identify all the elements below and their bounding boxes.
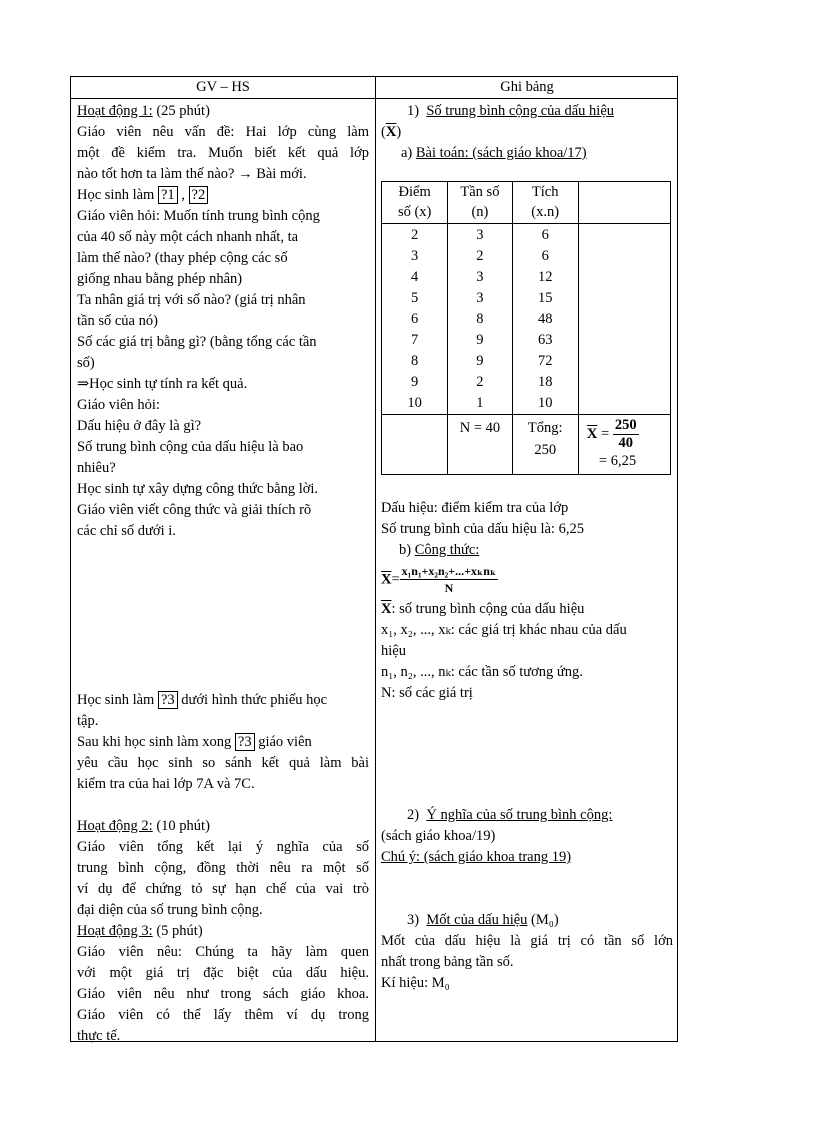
n-definition: n₁, n₂, ..., nₖ: các tần số tương ứng. bbox=[381, 664, 583, 680]
section-2-ref: (sách giáo khoa/19) bbox=[381, 828, 496, 844]
table-cell: 9 bbox=[476, 353, 484, 369]
xbar-def-symbol: $\overline{X}$ bbox=[381, 601, 392, 617]
p3-line: Giáo viên tổng kết lại ý nghĩa của số bbox=[77, 839, 369, 855]
table-cell: 6 bbox=[411, 311, 419, 327]
p2-line: Giáo viên viết công thức và giải thích rõ bbox=[77, 502, 312, 518]
question-1-box: ?1 bbox=[158, 186, 178, 204]
table-cell: 9 bbox=[476, 332, 484, 348]
activity-2-heading bbox=[77, 816, 210, 837]
p2-line: làm thế nào? (thay phép cộng các số bbox=[77, 250, 288, 266]
table-cell: 4 bbox=[411, 269, 419, 285]
table-cell: 72 bbox=[537, 353, 553, 369]
p_s3-line: Mốt của dấu hiệu là giá trị có tần số lớn bbox=[381, 933, 673, 949]
table-cell: 18 bbox=[537, 374, 553, 390]
header-row bbox=[71, 77, 677, 99]
section-3-title: Mốt của dấu hiệu bbox=[426, 912, 528, 928]
values-empty bbox=[578, 224, 670, 415]
activity-2-time: (10 phút) bbox=[152, 818, 210, 834]
table-cell: 6 bbox=[541, 227, 549, 243]
col-header-empty bbox=[578, 182, 670, 224]
table-cell: 3 bbox=[476, 269, 484, 285]
p2-line: Giáo viên hỏi: Muốn tính trung bình cộng bbox=[77, 208, 320, 224]
p3-line: ví dụ để chứng tỏ sự hạn chế của vai trò bbox=[77, 881, 369, 897]
xbar-def-text: : số trung bình cộng của dấu hiệu bbox=[391, 601, 585, 617]
p2-line: các chỉ số dưới i. bbox=[77, 523, 176, 539]
table-cell: 8 bbox=[411, 353, 419, 369]
mean-equals: = bbox=[597, 425, 613, 442]
N-definition: N: số các giá trị bbox=[381, 685, 473, 701]
footer-mean bbox=[578, 415, 670, 475]
activity-3-time: (5 phút) bbox=[152, 923, 203, 939]
section-1-title: Số trung bình cộng của dấu hiệu bbox=[426, 103, 615, 119]
p2-line: nhiêu? bbox=[77, 460, 116, 476]
so-tb-line: Số trung bình của dấu hiệu là: 6,25 bbox=[381, 521, 584, 537]
p4-line: với một giá trị đặc biệt của dấu hiệu. bbox=[77, 965, 369, 981]
p1-line: một đề kiểm tra. Muốn biết kết quả lớp bbox=[77, 145, 369, 161]
sau-khi-text: Sau khi học sinh làm xong bbox=[77, 734, 235, 750]
section-1-number: 1) bbox=[407, 103, 420, 119]
hs-lam-3-line bbox=[77, 690, 327, 711]
table-cell: 9 bbox=[411, 374, 419, 390]
mean-numerator: 250 bbox=[614, 417, 637, 433]
table-cell: 1 bbox=[476, 395, 484, 411]
comma-text: , bbox=[177, 187, 189, 203]
x-definition-cont: hiệu bbox=[381, 643, 406, 659]
note-line: Chú ý: (sách giáo khoa trang 19) bbox=[381, 849, 572, 865]
activity-1-heading bbox=[77, 101, 210, 122]
table-cell: 3 bbox=[411, 248, 419, 264]
p4-line: Giáo viên nêu như trong sách giáo khoa. bbox=[77, 986, 369, 1002]
hs-lam-line bbox=[77, 185, 208, 206]
section-3-heading bbox=[407, 910, 559, 931]
mean-symbol: $\overline{X}$ bbox=[586, 425, 598, 442]
dau-hieu-line: Dấu hiệu: điểm kiểm tra của lớp bbox=[381, 500, 569, 516]
footer-total bbox=[512, 415, 578, 475]
question-3-box-2: ?3 bbox=[235, 733, 255, 751]
p2-line: giống nhau bằng phép nhân) bbox=[77, 271, 243, 287]
section-2-heading bbox=[407, 805, 612, 826]
table-cell: 10 bbox=[537, 395, 553, 411]
table-cell: 3 bbox=[476, 227, 484, 243]
mean-result: = 6,25 bbox=[598, 453, 637, 469]
total-value: 250 bbox=[534, 442, 557, 458]
mean-formula: $\overline{X}=$ $\frac{\text{x₁n₁+x₂n₂+...+xₖnₖ}}{N}$ bbox=[381, 564, 497, 595]
p2-line: Dấu hiệu ở đây là gì? bbox=[77, 418, 202, 434]
p2-line: Số trung bình cộng của dấu hiệu là bao bbox=[77, 439, 304, 455]
table-cell: 10 bbox=[407, 395, 422, 411]
p4-line: Giáo viên có thể lấy thêm ví dụ trong bbox=[77, 1007, 369, 1023]
section-3-number: 3) bbox=[407, 912, 420, 928]
col-header-diem bbox=[382, 182, 448, 224]
table-cell: 5 bbox=[411, 290, 419, 306]
part-b-title: Công thức: bbox=[414, 542, 480, 558]
values-n bbox=[448, 224, 512, 415]
p2-line: ⇒Học sinh tự tính ra kết quả. bbox=[77, 376, 248, 392]
formula-denominator: N bbox=[444, 581, 454, 595]
activity-2-title: Hoạt động 2: bbox=[77, 818, 153, 834]
header-left: GV – HS bbox=[196, 79, 250, 95]
p_sau-line: yêu cầu học sinh so sánh kết quả làm bài bbox=[77, 755, 369, 771]
column-divider bbox=[375, 77, 376, 1041]
footer-N: N = 40 bbox=[448, 415, 512, 475]
frequency-table bbox=[381, 181, 671, 475]
table-cell: 6 bbox=[541, 248, 549, 264]
table-cell: 7 bbox=[411, 332, 419, 348]
part-a-label: a) bbox=[401, 145, 413, 161]
table-cell: 48 bbox=[537, 311, 553, 327]
formula-fraction bbox=[400, 563, 499, 596]
xbar-symbol: $\overline{X}$ bbox=[385, 124, 397, 140]
ki-hieu-line: Kí hiệu: M₀ bbox=[381, 975, 450, 991]
mean-denominator: 40 bbox=[618, 435, 633, 451]
part-a-title: Bài toán: (sách giáo khoa/17) bbox=[415, 145, 587, 161]
sau-khi-line bbox=[77, 732, 312, 753]
question-3-box: ?3 bbox=[158, 691, 178, 709]
p2-line: Giáo viên hỏi: bbox=[77, 397, 160, 413]
question-2-box: ?2 bbox=[189, 186, 209, 204]
values-xn bbox=[512, 224, 578, 415]
p3-line: đại diện của số trung bình cộng. bbox=[77, 902, 263, 918]
p2-line: Học sinh tự xây dựng công thức bằng lời. bbox=[77, 481, 319, 497]
col-header-tanso-1: Tần số bbox=[460, 184, 500, 200]
footer-empty bbox=[382, 415, 448, 475]
section-1-heading bbox=[407, 101, 614, 122]
p2-line: số) bbox=[77, 355, 95, 371]
formula-lhs: $\overline{X}$ bbox=[381, 571, 392, 588]
values-x bbox=[382, 224, 448, 415]
table-cell: 3 bbox=[476, 290, 484, 306]
p1-line: nào tốt hơn ta làm thế nào? → Bài mới. bbox=[77, 166, 307, 182]
col-header-tich bbox=[512, 182, 578, 224]
col-header-diem-1: Điểm bbox=[398, 184, 431, 200]
total-label: Tổng: bbox=[527, 420, 563, 436]
p1-line: Giáo viên nêu vấn đề: Hai lớp cùng làm bbox=[77, 124, 369, 140]
activity-1-time: (25 phút) bbox=[152, 103, 210, 119]
part-a-heading bbox=[401, 143, 587, 164]
p2-line: của 40 số này một cách nhanh nhất, ta bbox=[77, 229, 299, 245]
hs-lam-3-rest: dưới hình thức phiếu học bbox=[177, 692, 328, 708]
sau-khi-rest: giáo viên bbox=[254, 734, 312, 750]
col-header-tanso bbox=[448, 182, 512, 224]
p2-line: Số các giá trị bằng gì? (bằng tổng các tần bbox=[77, 334, 317, 350]
lesson-table bbox=[70, 76, 678, 1042]
part-b-label: b) bbox=[399, 542, 412, 558]
table-cell: 12 bbox=[537, 269, 553, 285]
hs-lam-text: Học sinh làm bbox=[77, 187, 158, 203]
table-cell: 15 bbox=[537, 290, 553, 306]
col-header-tich-2: (x.n) bbox=[531, 204, 560, 220]
section-2-number: 2) bbox=[407, 807, 420, 823]
p3-line: trung bình cộng, đồng thời nêu ra một số bbox=[77, 860, 369, 876]
p_s3-line: nhất trong bảng tần số. bbox=[381, 954, 514, 970]
section-1-symbol: $(\overline{X})$ bbox=[381, 124, 402, 140]
activity-1-title: Hoạt động 1: bbox=[77, 103, 153, 119]
mean-fraction bbox=[613, 417, 639, 452]
p2-line: Ta nhân giá trị với số nào? (giá trị nhân bbox=[77, 292, 306, 308]
p2-line: tần số của nó) bbox=[77, 313, 158, 329]
activity-3-heading bbox=[77, 921, 203, 942]
activity-3-title: Hoạt động 3: bbox=[77, 923, 153, 939]
table-cell: 2 bbox=[476, 248, 484, 264]
p_sau-line: kiểm tra của hai lớp 7A và 7C. bbox=[77, 776, 255, 792]
table-cell: 8 bbox=[476, 311, 484, 327]
col-header-tanso-2: (n) bbox=[471, 204, 489, 220]
formula-numerator: x₁n₁+x₂n₂+...+xₖnₖ bbox=[401, 564, 497, 578]
header-right: Ghi bảng bbox=[500, 79, 554, 95]
table-cell: 2 bbox=[411, 227, 419, 243]
table-cell: 63 bbox=[537, 332, 553, 348]
col-header-tich-1: Tích bbox=[531, 184, 559, 200]
hs-lam-3-text: Học sinh làm bbox=[77, 692, 158, 708]
hs-lam-3-cont: tập. bbox=[77, 713, 99, 729]
section-3-symbol: (M₀) bbox=[527, 912, 559, 928]
p4-line: Giáo viên nêu: Chúng ta hãy làm quen bbox=[77, 944, 369, 960]
col-header-diem-2: số (x) bbox=[397, 204, 432, 220]
section-2-title: Ý nghĩa của số trung bình cộng: bbox=[426, 807, 613, 823]
xbar-definition bbox=[381, 599, 584, 620]
table-cell: 2 bbox=[476, 374, 484, 390]
p4-line: thực tế. bbox=[77, 1028, 121, 1044]
part-b-heading bbox=[399, 540, 479, 561]
x-definition: x₁, x₂, ..., xₖ: các giá trị khác nhau của dấu bbox=[381, 622, 627, 638]
